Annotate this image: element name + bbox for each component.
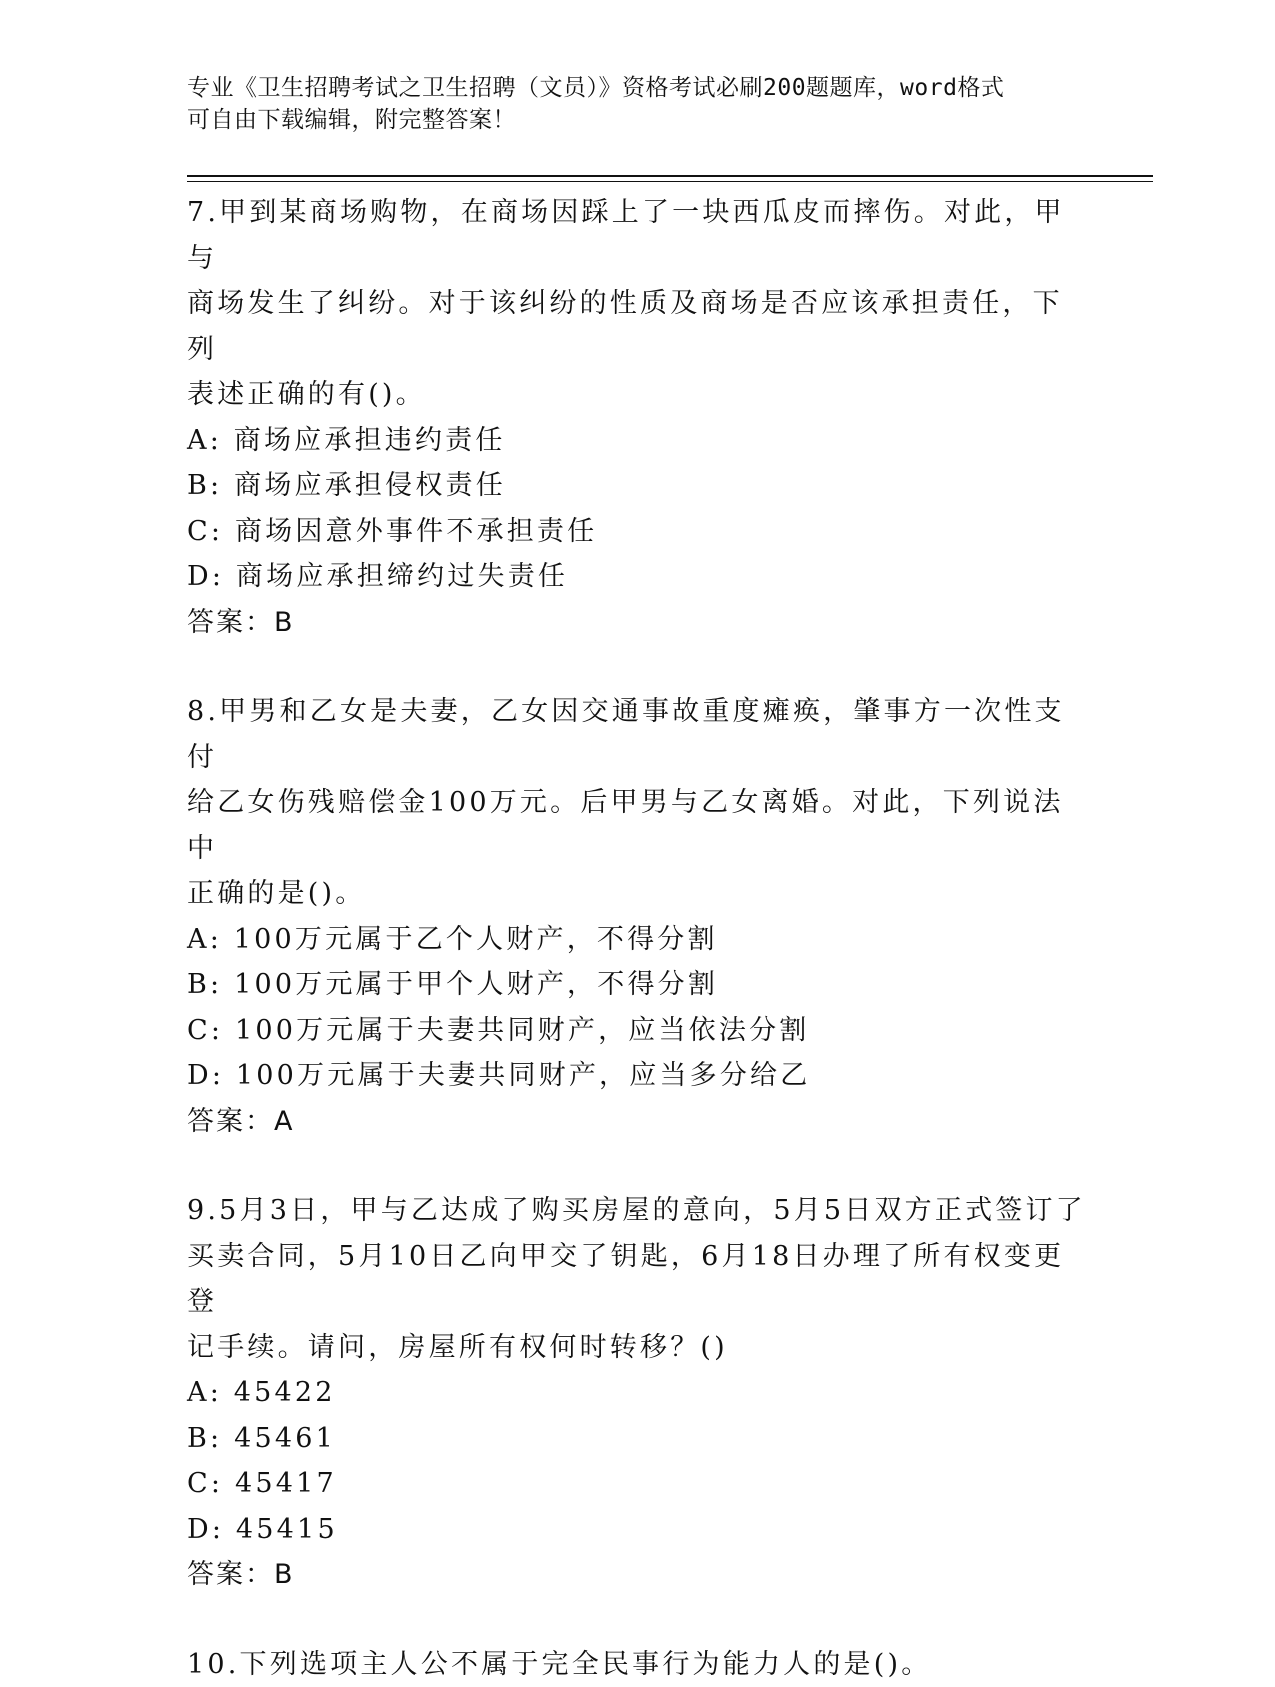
option-d: D: 商场应承担缔约过失责任 bbox=[187, 554, 1087, 600]
question-stem-line: 正确的是()。 bbox=[187, 871, 1087, 917]
answer-line: 答案：B bbox=[187, 1552, 1087, 1598]
question-stem-line: 7.甲到某商场购物，在商场因踩上了一块西瓜皮而摔伤。对此，甲与 bbox=[187, 190, 1087, 281]
answer-line: 答案：A bbox=[187, 1099, 1087, 1145]
question-stem-line: 记手续。请问，房屋所有权何时转移？() bbox=[187, 1325, 1087, 1371]
question-8 bbox=[187, 689, 1087, 1144]
question-9 bbox=[187, 1188, 1087, 1598]
question-10 bbox=[187, 1642, 1087, 1687]
questions-list bbox=[187, 190, 1087, 1687]
question-spacer bbox=[187, 645, 1087, 689]
question-stem-line: 10.下列选项主人公不属于完全民事行为能力人的是()。 bbox=[187, 1642, 1087, 1687]
option-a: A: 商场应承担违约责任 bbox=[187, 418, 1087, 464]
question-spacer bbox=[187, 1598, 1087, 1642]
question-stem-line: 商场发生了纠纷。对于该纠纷的性质及商场是否应该承担责任，下列 bbox=[187, 281, 1087, 372]
option-b: B: 商场应承担侵权责任 bbox=[187, 463, 1087, 509]
question-7 bbox=[187, 190, 1087, 645]
header-line-2: 可自由下载编辑，附完整答案！ bbox=[187, 104, 1087, 136]
question-stem-line: 表述正确的有()。 bbox=[187, 372, 1087, 418]
header-rule-thick bbox=[187, 175, 1153, 177]
question-stem-line: 买卖合同，5月10日乙向甲交了钥匙，6月18日办理了所有权变更登 bbox=[187, 1234, 1087, 1325]
question-stem-line: 9.5月3日，甲与乙达成了购买房屋的意向，5月5日双方正式签订了 bbox=[187, 1188, 1087, 1234]
option-d: D: 45415 bbox=[187, 1507, 1087, 1553]
header-line-1: 专业《卫生招聘考试之卫生招聘（文员）》资格考试必刷200题题库，word格式 bbox=[187, 72, 1087, 104]
option-c: C: 100万元属于夫妻共同财产，应当依法分割 bbox=[187, 1008, 1087, 1054]
question-stem-line: 给乙女伤残赔偿金100万元。后甲男与乙女离婚。对此，下列说法中 bbox=[187, 780, 1087, 871]
option-d: D: 100万元属于夫妻共同财产，应当多分给乙 bbox=[187, 1053, 1087, 1099]
option-a: A: 100万元属于乙个人财产，不得分割 bbox=[187, 917, 1087, 963]
option-a: A: 45422 bbox=[187, 1370, 1087, 1416]
option-c: C: 商场因意外事件不承担责任 bbox=[187, 509, 1087, 555]
option-c: C: 45417 bbox=[187, 1461, 1087, 1507]
header-rule-thin bbox=[187, 181, 1153, 182]
option-b: B: 100万元属于甲个人财产，不得分割 bbox=[187, 962, 1087, 1008]
document-header bbox=[187, 72, 1087, 136]
question-stem-line: 8.甲男和乙女是夫妻，乙女因交通事故重度瘫痪，肇事方一次性支付 bbox=[187, 689, 1087, 780]
answer-line: 答案：B bbox=[187, 600, 1087, 646]
question-spacer bbox=[187, 1144, 1087, 1188]
option-b: B: 45461 bbox=[187, 1416, 1087, 1462]
